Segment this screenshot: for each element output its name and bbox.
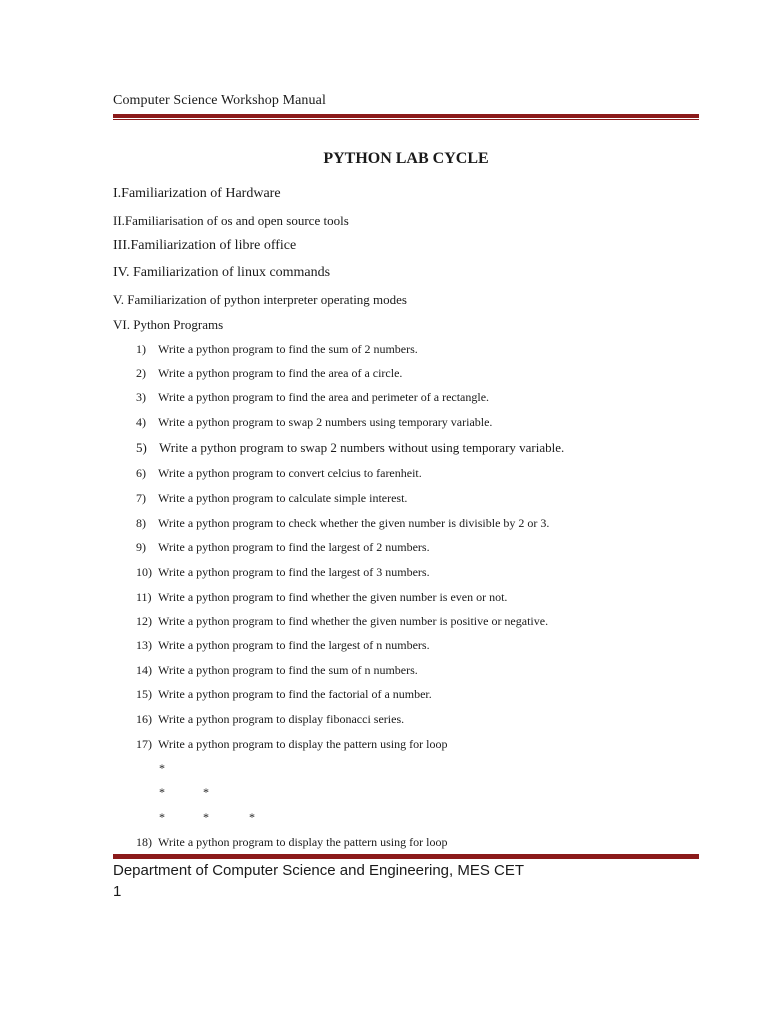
program-item: 7) Write a python program to calculate simple interest. bbox=[136, 491, 408, 505]
program-item: 16) Write a python program to display fibonacci series. bbox=[136, 712, 405, 726]
pattern-star: * bbox=[159, 761, 165, 775]
program-item: 13) Write a python program to find the largest of n numbers. bbox=[136, 638, 430, 652]
pattern-star: * bbox=[203, 810, 209, 824]
footer-department: Department of Computer Science and Engineering, MES CET bbox=[113, 862, 525, 879]
document-title: PYTHON LAB CYCLE bbox=[323, 150, 489, 167]
page-number: 1 bbox=[113, 883, 122, 900]
section-python-interpreter: V. Familiarization of python interpreter operating modes bbox=[113, 292, 407, 307]
header-rule bbox=[113, 114, 699, 120]
pattern-star: * bbox=[159, 785, 165, 799]
pattern-star: * bbox=[159, 810, 165, 824]
section-hardware: I.Familiarization of Hardware bbox=[113, 186, 281, 201]
program-item: 1) Write a python program to find the sum of 2 numbers. bbox=[136, 342, 418, 356]
program-item: 5) Write a python program to swap 2 numbers without using temporary variable. bbox=[136, 440, 565, 455]
section-linux-commands: IV. Familiarization of linux commands bbox=[113, 265, 331, 280]
program-item: 6) Write a python program to convert celcius to farenheit. bbox=[136, 466, 422, 480]
program-item: 11) Write a python program to find whether the given number is even or not. bbox=[136, 590, 508, 604]
program-item: 2) Write a python program to find the area of a circle. bbox=[136, 366, 403, 380]
program-item: 15) Write a python program to find the factorial of a number. bbox=[136, 687, 432, 701]
program-item: 12) Write a python program to find whether the given number is positive or negative. bbox=[136, 614, 549, 628]
program-item: 10) Write a python program to find the largest of 3 numbers. bbox=[136, 565, 430, 579]
program-item: 9) Write a python program to find the largest of 2 numbers. bbox=[136, 540, 430, 554]
pattern-star: * bbox=[249, 810, 255, 824]
program-item: 18) Write a python program to display the pattern using for loop bbox=[136, 835, 448, 849]
program-item: 8) Write a python program to check whether the given number is divisible by 2 or 3. bbox=[136, 516, 550, 530]
section-os-tools: II.Familiarisation of os and open source tools bbox=[113, 213, 349, 228]
section-python-programs: VI. Python Programs bbox=[113, 317, 224, 332]
program-item: 17) Write a python program to display the pattern using for loop bbox=[136, 737, 448, 751]
program-item: 14) Write a python program to find the sum of n numbers. bbox=[136, 663, 418, 677]
program-item: 3) Write a python program to find the area and perimeter of a rectangle. bbox=[136, 390, 490, 404]
header-title: Computer Science Workshop Manual bbox=[113, 93, 326, 108]
program-item: 4) Write a python program to swap 2 numbers using temporary variable. bbox=[136, 415, 493, 429]
section-libre-office: III.Familiarization of libre office bbox=[113, 238, 297, 253]
pattern-star: * bbox=[203, 785, 209, 799]
footer-rule bbox=[113, 853, 699, 859]
